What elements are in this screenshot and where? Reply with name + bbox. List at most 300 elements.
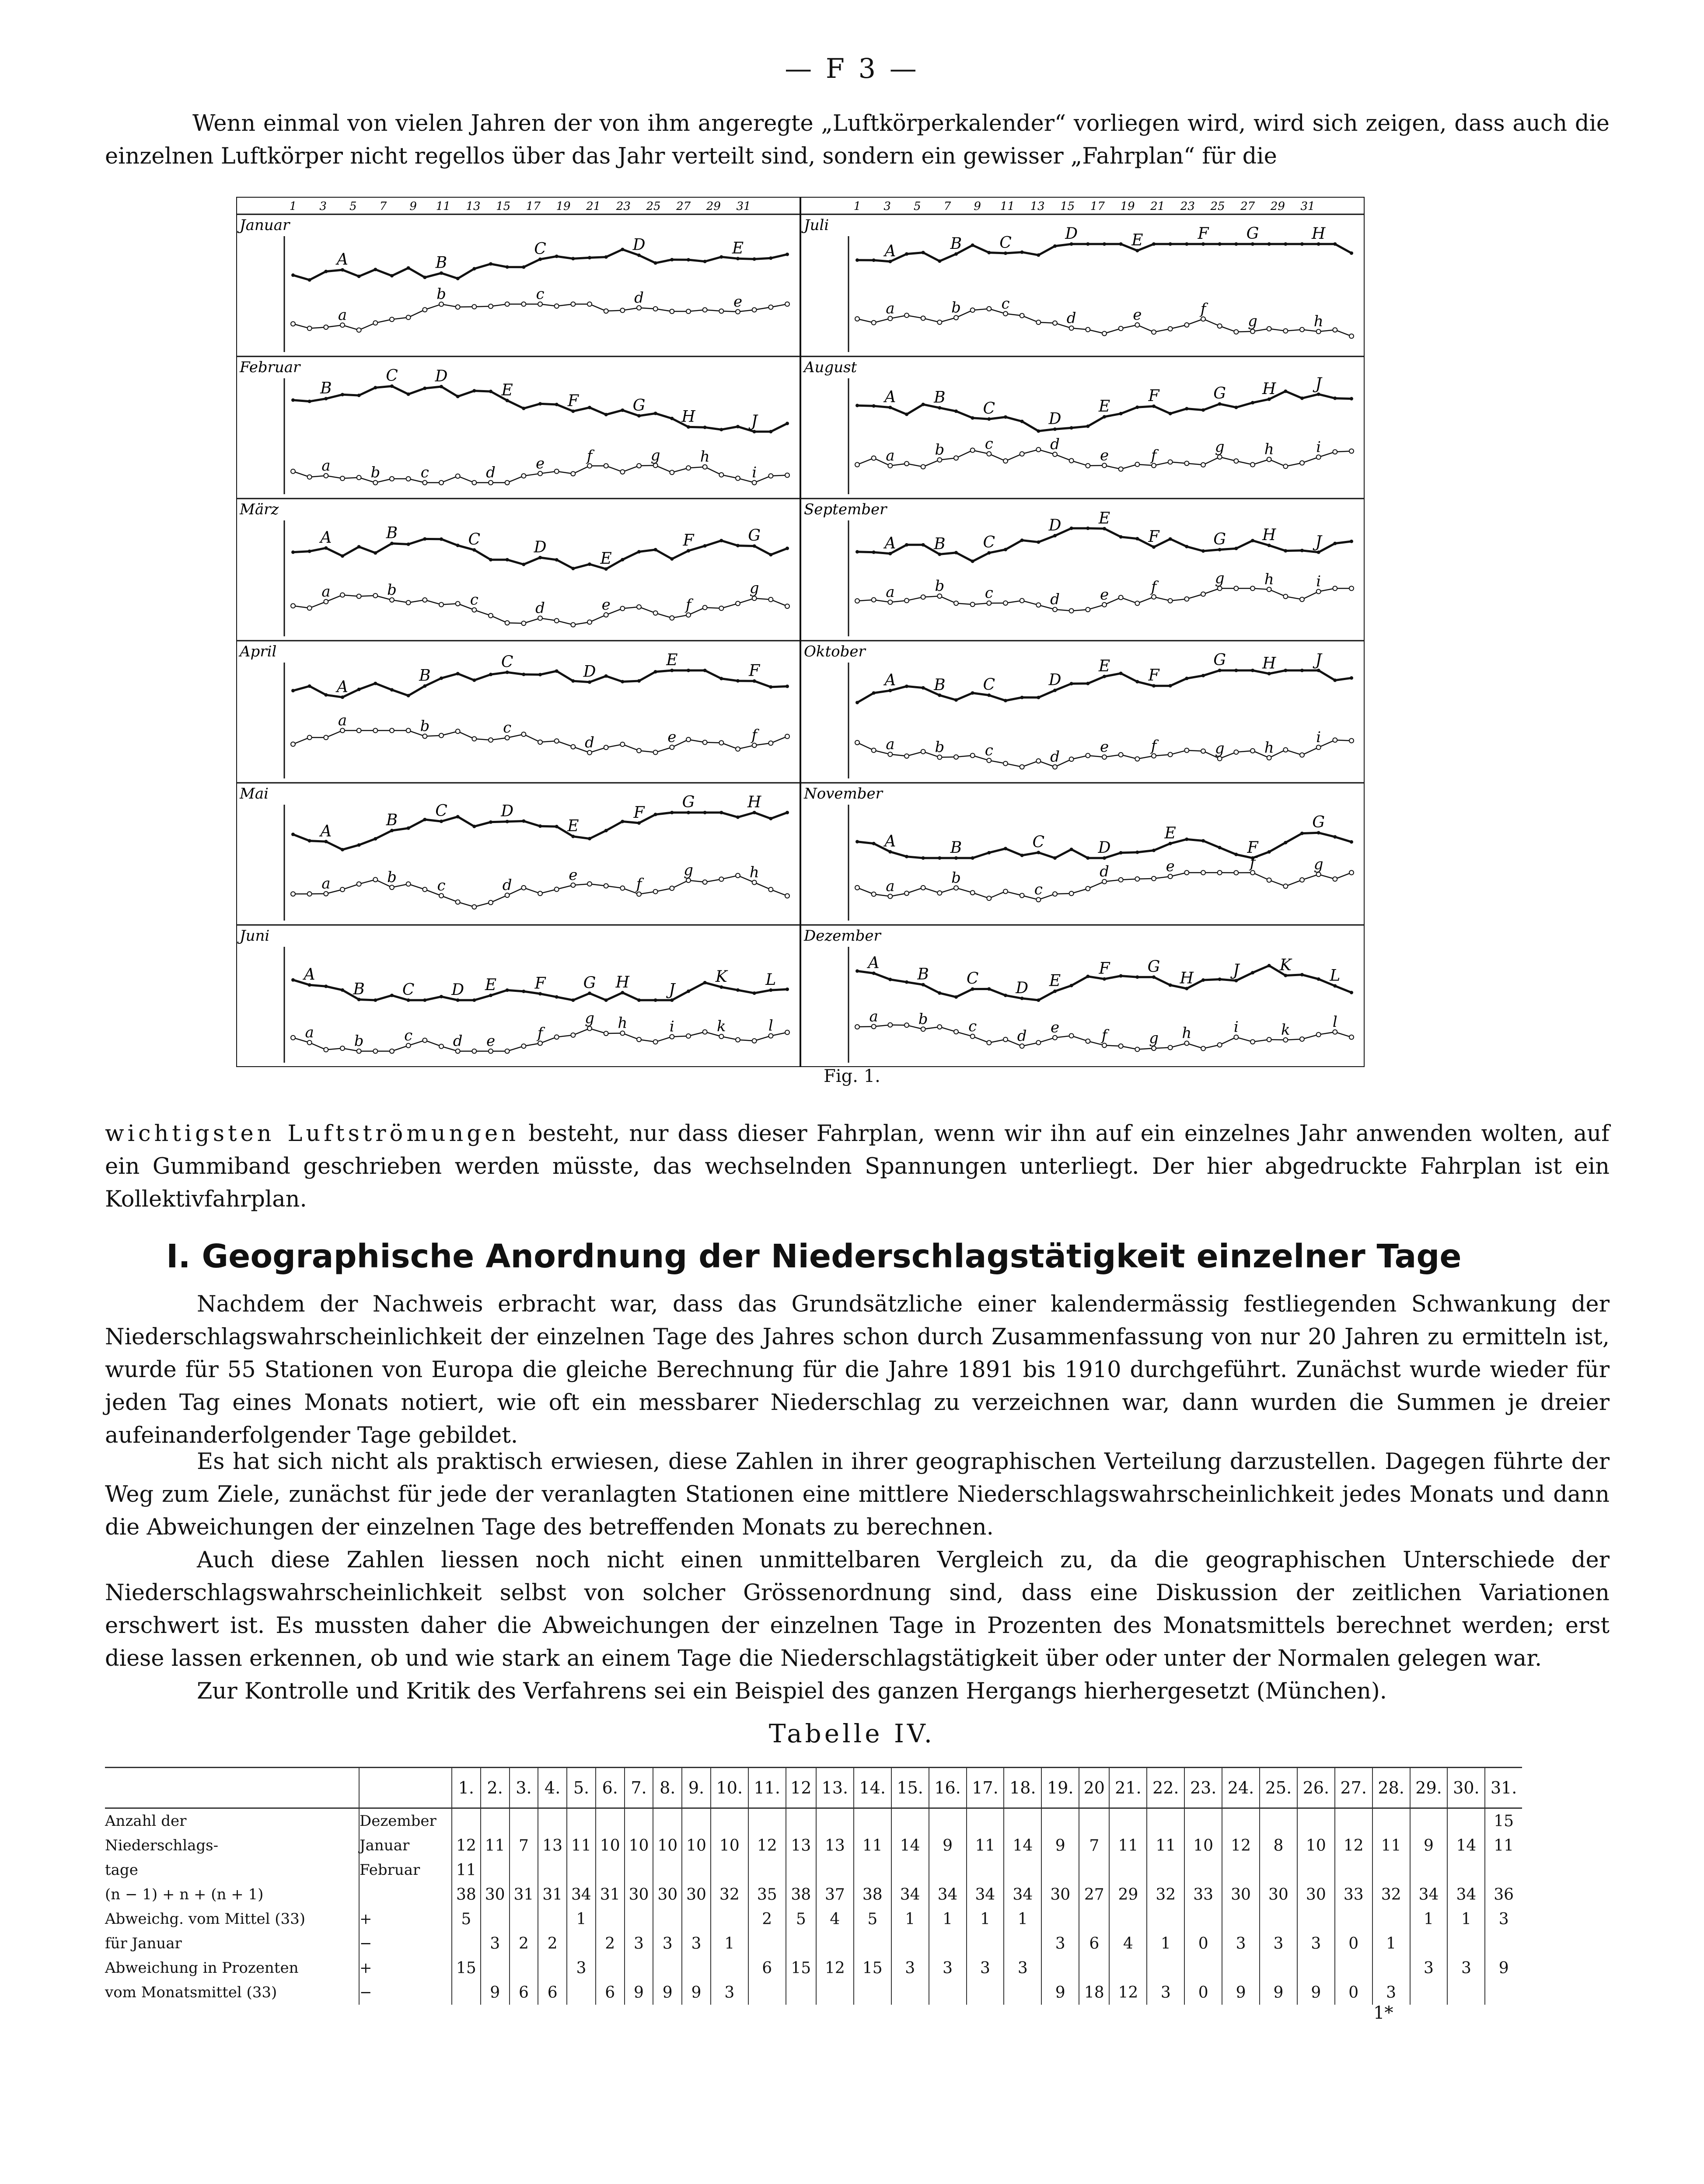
air-mass-label: C — [1032, 833, 1045, 851]
table-cell: 12 — [1335, 1833, 1372, 1858]
air-mass-label: D — [451, 981, 464, 999]
air-mass-label: A — [884, 534, 896, 552]
day-header-cell: 12 — [786, 1768, 816, 1808]
table-cell — [816, 1858, 854, 1882]
day-header-cell: 14. — [854, 1768, 891, 1808]
day-tick-label: 27 — [676, 200, 691, 213]
curve-point — [1349, 586, 1354, 590]
table-cell — [891, 1980, 929, 2005]
curve-point — [1053, 689, 1057, 692]
curve-point — [1300, 1037, 1304, 1041]
air-mass-label: J — [1315, 533, 1322, 551]
curve-point — [406, 728, 411, 733]
curve-point — [687, 425, 690, 429]
curve-point — [1201, 408, 1205, 412]
curve-point — [703, 1030, 707, 1034]
curve-point — [1070, 242, 1073, 246]
curve-point — [390, 317, 394, 321]
curve-point — [472, 304, 476, 309]
curve-point — [1350, 991, 1353, 994]
curve-point — [855, 550, 859, 554]
air-mass-label: F — [1198, 225, 1209, 243]
curve-point — [922, 543, 925, 547]
table-cell: 34 — [929, 1882, 967, 1907]
air-mass-label: a — [321, 583, 331, 600]
table-cell: 12 — [748, 1833, 786, 1858]
curve-point — [1004, 548, 1007, 551]
table-cell — [1147, 1808, 1184, 1834]
day-tick-label: 3 — [319, 200, 327, 213]
air-mass-label: A — [320, 529, 332, 547]
curve-point — [736, 988, 740, 992]
table-cell: 9 — [1260, 1980, 1297, 2005]
curve-point — [971, 308, 975, 312]
day-tick-label: 21 — [586, 200, 601, 213]
table-cell — [1004, 1980, 1041, 2005]
curve-point — [1267, 1037, 1271, 1042]
air-mass-label: a — [321, 457, 331, 474]
curve-point — [1004, 251, 1007, 255]
curve-point — [719, 877, 723, 881]
table-cell: 9 — [1297, 1980, 1335, 2005]
curve-point — [571, 1033, 575, 1037]
day-tick-label: 23 — [616, 200, 631, 213]
curve-point — [291, 273, 295, 277]
air-mass-label: A — [337, 678, 348, 696]
curve-point — [1201, 978, 1205, 982]
curve-point — [324, 984, 328, 988]
curve-point — [905, 252, 908, 256]
air-mass-label: a — [886, 877, 895, 895]
month-label: September — [804, 501, 887, 518]
table-cell: 38 — [786, 1882, 816, 1907]
day-tick-label: 19 — [556, 200, 571, 213]
air-mass-label: g — [749, 579, 759, 597]
air-mass-label: d — [453, 1032, 463, 1050]
day-tick-label: 9 — [974, 200, 981, 213]
curve-point — [736, 747, 740, 751]
curve-point — [1037, 998, 1040, 1002]
air-mass-label: E — [732, 239, 744, 258]
curve-point — [1284, 242, 1287, 246]
air-mass-label: H — [1262, 380, 1276, 398]
table-cell — [510, 1956, 538, 1980]
month-label: November — [804, 785, 883, 802]
curve-point — [307, 735, 312, 740]
curve-point — [1283, 329, 1288, 333]
table-cell: 3 — [1410, 1956, 1448, 1980]
table-cell — [1079, 1907, 1109, 1931]
row-label-cell: Abweichung in Prozenten — [105, 1959, 299, 1977]
curve-point — [1185, 677, 1188, 680]
curve-point — [768, 597, 773, 602]
curve-point — [1020, 854, 1024, 857]
air-mass-label: e — [1166, 858, 1175, 876]
table-cell — [1335, 1956, 1372, 1980]
table-cell — [786, 1858, 816, 1882]
air-mass-label: C — [983, 676, 995, 694]
curve-point — [472, 736, 476, 741]
air-mass-label: i — [1316, 438, 1321, 456]
month-label: Mai — [240, 785, 269, 802]
curve-point — [571, 998, 575, 1002]
curve-point — [736, 257, 740, 260]
air-mass-label: E — [1131, 231, 1143, 250]
air-mass-label: i — [1316, 728, 1321, 746]
table-cell: 8 — [1260, 1833, 1297, 1858]
air-mass-label: c — [437, 877, 446, 895]
curve-point — [604, 309, 608, 313]
table-cell — [1222, 1956, 1260, 1980]
curve-point — [1053, 856, 1057, 860]
table-cell: 1 — [711, 1931, 748, 1956]
curve-point — [1349, 334, 1354, 338]
curve-point — [1086, 607, 1090, 612]
curve-point — [1317, 977, 1320, 981]
curve-point — [1069, 1033, 1074, 1038]
curve-point — [1283, 884, 1288, 888]
curve-point — [1169, 842, 1172, 845]
table-cell: 15 — [786, 1956, 816, 1980]
curve-point — [686, 737, 691, 742]
curve-point — [307, 892, 312, 896]
air-mass-label: H — [747, 793, 761, 811]
curve-point — [1333, 877, 1337, 881]
air-mass-label: g — [1215, 740, 1225, 757]
curve-point — [1152, 242, 1156, 246]
curve-point — [1333, 542, 1337, 545]
curve-point — [937, 320, 942, 324]
air-mass-label: D — [583, 663, 596, 681]
air-mass-label: E — [1098, 657, 1110, 675]
curve-point — [653, 307, 658, 311]
curve-point — [423, 887, 427, 892]
table-cell — [854, 1931, 891, 1956]
curve-point — [971, 856, 974, 860]
table-cell — [929, 1980, 967, 2005]
air-mass-label: E — [1098, 398, 1110, 416]
table-cell: 2 — [596, 1931, 625, 1956]
curve-point — [571, 471, 575, 476]
day-header-cell: 27. — [1335, 1768, 1372, 1808]
curve-point — [440, 272, 443, 275]
curve-point — [555, 618, 559, 623]
curve-point — [1184, 597, 1189, 601]
curve-point — [604, 464, 608, 468]
curve-point — [1251, 971, 1254, 974]
table-cell — [929, 1858, 967, 1882]
curve-point — [719, 255, 723, 259]
curve-point — [1169, 984, 1172, 987]
curve-point — [1086, 754, 1090, 758]
curve-point — [423, 537, 426, 541]
table-cell — [1004, 1931, 1041, 1956]
table-cell — [1184, 1808, 1222, 1834]
curve-point — [1119, 242, 1123, 246]
curve-point — [922, 686, 925, 690]
curve-point — [1037, 851, 1040, 854]
curve-point — [987, 1040, 991, 1045]
curve-point — [1086, 856, 1089, 860]
table-cell: 3 — [967, 1956, 1004, 1980]
table-cell — [452, 1808, 481, 1834]
curve-point — [390, 477, 394, 481]
day-header-cell: 3. — [510, 1768, 538, 1808]
air-mass-label: A — [884, 388, 896, 406]
air-mass-label: b — [436, 285, 446, 303]
curve-point — [340, 887, 345, 892]
table-cell — [653, 1907, 682, 1931]
air-mass-label: f — [1151, 578, 1157, 596]
day-tick-label: 19 — [1120, 200, 1135, 213]
curve-point — [489, 262, 492, 265]
curve-point — [1037, 696, 1040, 699]
curve-point — [357, 328, 361, 332]
curve-point — [407, 694, 410, 698]
curve-point — [506, 820, 509, 823]
curve-point — [1333, 397, 1337, 400]
table-cell — [1041, 1907, 1079, 1931]
curve-point — [703, 811, 707, 814]
curve-point — [1070, 848, 1073, 851]
table-cell: 4 — [816, 1907, 854, 1931]
curve-point — [1135, 537, 1139, 541]
row-sublabel-cell: − — [359, 1980, 452, 2005]
air-mass-label: F — [633, 803, 645, 822]
curve-point — [1300, 549, 1304, 552]
month-label: Februar — [240, 359, 300, 376]
table-cell: 11 — [967, 1833, 1004, 1858]
day-tick-label: 7 — [379, 200, 387, 213]
curve-point — [872, 321, 876, 325]
curve-point — [872, 971, 876, 975]
air-mass-label: e — [535, 454, 545, 472]
curve-point — [571, 679, 575, 683]
table-corner-cell — [359, 1768, 452, 1808]
curve-point — [872, 456, 876, 461]
curve-point — [1333, 835, 1337, 839]
table-cell — [1260, 1808, 1297, 1834]
air-mass-label: l — [1332, 1013, 1337, 1031]
curve-point — [423, 598, 427, 602]
table-cell: 3 — [1447, 1956, 1485, 1980]
table-caption: Tabelle IV. — [768, 1719, 936, 1748]
curve-point — [555, 670, 559, 673]
curve-point — [472, 1049, 476, 1054]
table-cell — [967, 1980, 1004, 2005]
air-mass-label: g — [684, 862, 693, 879]
table-cell — [682, 1956, 711, 1980]
air-mass-label: i — [1233, 1018, 1239, 1036]
curve-point — [555, 255, 559, 258]
curve-point — [855, 840, 859, 844]
curve-point — [307, 475, 312, 479]
table-cell: 7 — [510, 1833, 538, 1858]
curve-point — [1185, 545, 1188, 548]
curve-point — [786, 547, 789, 550]
air-mass-label: f — [751, 726, 757, 744]
air-mass-label: e — [601, 596, 611, 614]
curve-point — [736, 601, 740, 606]
curve-point — [1037, 253, 1040, 257]
curve-point — [855, 886, 859, 890]
day-header-cell: 17. — [967, 1768, 1004, 1808]
air-mass-label: F — [1099, 959, 1110, 978]
curve-point — [1135, 601, 1139, 606]
curve-point — [769, 430, 772, 433]
curve-point — [1234, 750, 1238, 754]
curve-point — [1284, 841, 1287, 844]
table-cell: 0 — [1184, 1980, 1222, 2005]
row-label-cell: (n − 1) + n + (n + 1) — [105, 1886, 264, 1903]
curve-point — [357, 998, 361, 1001]
curve-point — [1020, 997, 1024, 1000]
curve-point — [1350, 397, 1353, 401]
curve-point — [621, 680, 624, 684]
table-cell: 6 — [596, 1980, 625, 2005]
curve-point — [1135, 249, 1139, 252]
curve-point — [1086, 328, 1090, 332]
curve-point — [1349, 870, 1354, 875]
intro-paragraph: Wenn einmal von vielen Jahren der von ihm angeregte „Luftkörperkalender“ vorliegen wird, wird sich zeigen, dass auch die einzelnen Luftkörper nicht regellos über das Jahr verteilt sind, sondern ein gewisser „Fahrplan“ für die — [105, 111, 1610, 169]
precipitation-curve — [293, 813, 787, 850]
curve-point — [785, 473, 789, 478]
table-cell: 11 — [854, 1833, 891, 1858]
curve-point — [888, 1023, 892, 1027]
day-tick-label: 13 — [466, 200, 481, 213]
table-cell: 12 — [816, 1956, 854, 1980]
curve-point — [505, 1049, 510, 1054]
table-cell: 1 — [567, 1907, 596, 1931]
curve-point — [938, 856, 941, 860]
curve-point — [753, 991, 756, 995]
curve-point — [954, 409, 958, 413]
curve-point — [291, 833, 295, 836]
curve-point — [1300, 669, 1304, 672]
curve-point — [1300, 242, 1304, 246]
curve-point — [588, 256, 591, 259]
curve-point — [1020, 598, 1024, 603]
curve-point — [1283, 464, 1288, 468]
curve-point — [456, 815, 460, 819]
curve-point — [1267, 878, 1271, 882]
air-mass-label: c — [503, 719, 512, 736]
table-cell — [711, 1956, 748, 1980]
air-mass-label: D — [1098, 839, 1111, 857]
curve-point — [888, 978, 892, 981]
curve-point — [1284, 974, 1287, 977]
curve-point — [1103, 415, 1106, 419]
curve-point — [855, 404, 859, 407]
table-cell — [1447, 1980, 1485, 2005]
table-cell: 11 — [1109, 1833, 1147, 1858]
table-cell: 9 — [1041, 1833, 1079, 1858]
curve-point — [1251, 242, 1254, 246]
table-cell: 37 — [816, 1882, 854, 1907]
curve-point — [505, 481, 510, 485]
air-mass-label: b — [420, 717, 430, 735]
table-cell — [481, 1907, 510, 1931]
curve-point — [489, 900, 493, 905]
curve-point — [1201, 463, 1205, 467]
curve-point — [506, 670, 509, 674]
curve-point — [719, 309, 723, 313]
curve-point — [1234, 871, 1238, 875]
air-mass-label: b — [951, 299, 961, 317]
air-mass-label: D — [534, 538, 547, 557]
day-tick-label: 1 — [853, 200, 861, 213]
table-cell — [1485, 1858, 1522, 1882]
table-cell — [1372, 1808, 1410, 1834]
curve-point — [1086, 682, 1089, 685]
air-mass-label: c — [1001, 295, 1010, 313]
table-cell — [567, 1808, 596, 1834]
air-mass-label: b — [935, 577, 945, 595]
curve-point — [768, 887, 773, 892]
air-mass-label: a — [338, 306, 347, 324]
curve-point — [1234, 669, 1238, 672]
curve-point — [456, 601, 460, 606]
table-cell: 11 — [1372, 1833, 1410, 1858]
curve-point — [637, 1037, 641, 1042]
table-cell: 3 — [682, 1931, 711, 1956]
table-cell: 9 — [481, 1980, 510, 2005]
curve-point — [1103, 856, 1106, 860]
curve-point — [719, 428, 723, 431]
curve-point — [341, 554, 344, 558]
curve-point — [1103, 977, 1106, 981]
curve-point — [1086, 425, 1089, 428]
curve-point — [489, 390, 492, 393]
table-cell: 3 — [1260, 1931, 1297, 1956]
curve-point — [1135, 680, 1139, 684]
table-cell — [596, 1956, 625, 1980]
curve-point — [938, 991, 941, 995]
air-mass-label: K — [715, 968, 727, 986]
curve-point — [621, 408, 624, 412]
day-tick-label: 13 — [1030, 200, 1045, 213]
curve-point — [1333, 242, 1337, 246]
air-mass-label: F — [683, 531, 694, 550]
curve-point — [423, 387, 426, 390]
table-cell — [1147, 1858, 1184, 1882]
curve-point — [937, 891, 942, 895]
air-mass-label: A — [304, 966, 315, 984]
curve-point — [921, 750, 925, 754]
air-mass-label: G — [1312, 813, 1325, 832]
row-sublabel-cell: Januar — [359, 1833, 452, 1858]
curve-point — [406, 315, 411, 320]
curve-point — [374, 682, 377, 685]
table-cell — [891, 1808, 929, 1834]
air-mass-label: a — [886, 300, 895, 317]
row-label-cell: vom Monatsmittel (33) — [105, 1984, 277, 2001]
day-header-cell: 23. — [1184, 1768, 1222, 1808]
table-cell: 12 — [1109, 1980, 1147, 2005]
air-mass-label: f — [537, 1024, 543, 1042]
air-mass-label: d — [634, 289, 644, 307]
air-mass-label: h — [1264, 739, 1274, 757]
air-mass-label: H — [1311, 225, 1326, 243]
curve-point — [872, 748, 876, 753]
curve-point — [904, 754, 909, 758]
air-mass-label: A — [337, 251, 348, 269]
day-header-cell: 22. — [1147, 1768, 1184, 1808]
day-tick-label: 29 — [706, 200, 721, 213]
table-cell — [1109, 1808, 1147, 1834]
curve-point — [921, 886, 925, 890]
figure-caption: Fig. 1. — [824, 1066, 880, 1086]
